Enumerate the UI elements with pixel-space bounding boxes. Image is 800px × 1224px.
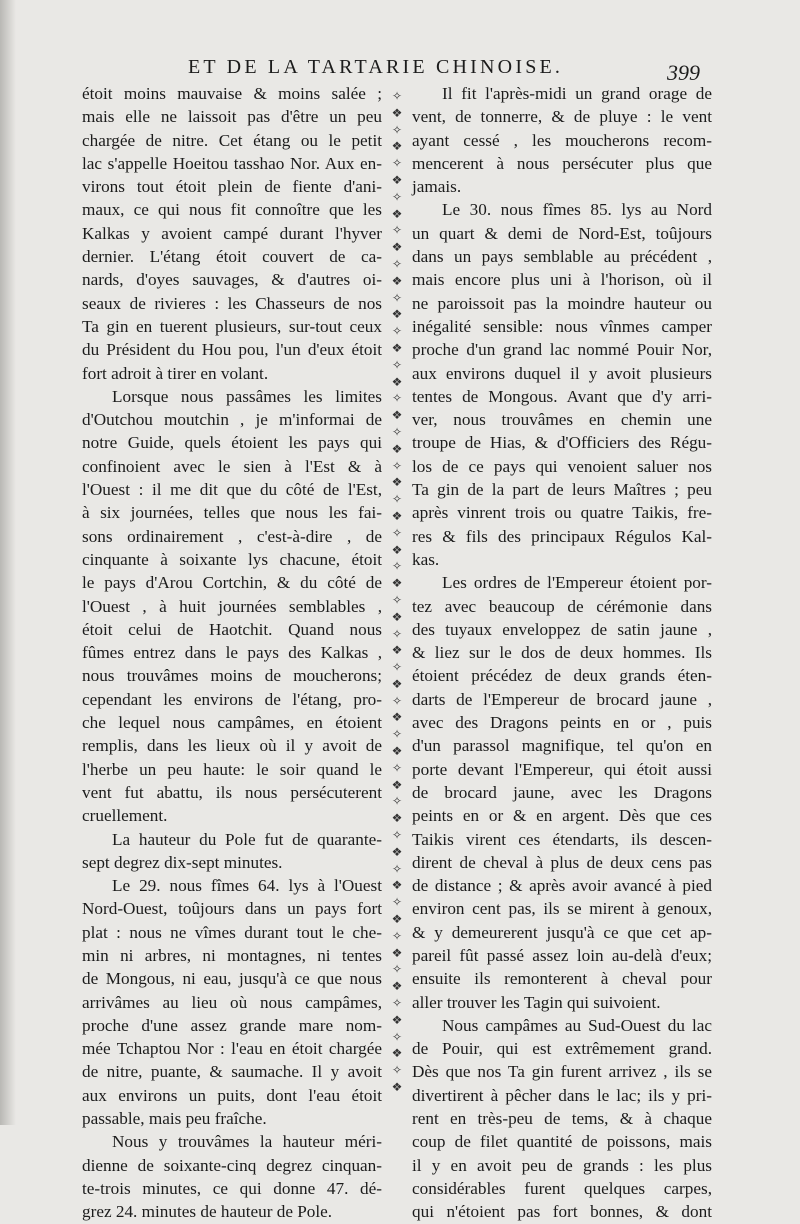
text-line: res & fils des principaux Régulos Kal-	[412, 526, 712, 546]
text-line: d'un parassol magnifique, tel qu'on en	[412, 736, 712, 756]
text-line: virons tout étoit plein de fiente d'ani-	[82, 177, 382, 197]
text-line: Ta gin en tuerent plusieurs, sur-tout ceux	[82, 316, 382, 336]
text-line: proche d'un grand lac nommé Pouir Nor,	[412, 340, 712, 360]
text-line: ayant cessé , les moucherons recom-	[412, 130, 712, 150]
column-ornament-divider: ✧ ❖ ✧ ❖ ✧ ❖ ✧ ❖ ✧ ❖ ✧ ❖ ✧ ❖ ✧ ❖ ✧ ❖ ✧ ❖ ✧ ❖ ✧ ❖ ✧ ❖ ✧ ❖ ✧ ❖ ✧ ❖ ✧ ❖ ✧ ❖ ✧ ❖ ✧ ❖ ✧ ❖ ✧ ❖ ✧ ❖ ✧ ❖ ✧ ❖ ✧ ❖ ✧ ❖ ✧ ❖ ✧ ❖ ✧ ❖	[391, 89, 403, 1095]
text-line: Nous y trouvâmes la hauteur méri-	[112, 1132, 382, 1152]
text-line: grez 24. minutes de hauteur de Pole.	[82, 1202, 333, 1222]
text-line: dienne de soixante-cinq degrez cinquan-	[82, 1155, 382, 1175]
text-line: confinoient avec le sien à l'Est & à	[82, 456, 382, 476]
text-line: porte devant l'Empereur, qui étoit aussi	[412, 759, 712, 779]
text-line: La hauteur du Pole fut de quarante-	[112, 829, 382, 849]
text-line: de brocard jaune, avec les Dragons	[412, 782, 712, 802]
text-line: après vinrent trois ou quatre Taikis, fre-	[412, 503, 712, 523]
text-line: avec des Dragons peints en or , puis	[412, 713, 712, 733]
text-line: de Mongous, ni eau, jusqu'à ce que nous	[82, 969, 382, 989]
text-line: te-trois minutes, ce qui donne 47. dé-	[82, 1178, 382, 1198]
text-line: ne paroissoit pas la moindre hauteur ou	[412, 293, 712, 313]
text-line: maux, ce qui nous fit connoître que les	[82, 200, 382, 220]
text-line: à six journées, telles que nous les fai-	[82, 503, 382, 523]
text-line: vent fut abattu, ils nous persécuterent	[82, 782, 382, 802]
text-line: & liez sur le dos de deux hommes. Ils	[412, 643, 712, 663]
right-column	[412, 82, 712, 1224]
text-line: los de ce pays qui venoient saluer nos	[412, 456, 712, 476]
text-line: l'Ouest : il me dit que du côté de l'Est,	[82, 480, 382, 500]
text-line: mencerent à nous persécuter plus que	[412, 153, 712, 173]
text-line: Nous campâmes au Sud-Ouest du lac	[442, 1015, 712, 1035]
text-line: & y demeurerent jusqu'à ce que cet ap-	[412, 922, 712, 942]
text-line: tentes de Mongous. Avant que d'y arri-	[412, 386, 712, 406]
text-line: jamais.	[412, 177, 462, 197]
text-line: qui n'étoient pas fort bonnes, & dont	[412, 1202, 712, 1222]
left-column	[82, 82, 382, 1224]
text-line: aux environs duquel il y avoit plusieurs	[412, 363, 712, 383]
text-line: troupe de Hias, & d'Officiers des Régu-	[412, 433, 712, 453]
text-line: Lorsque nous passâmes les limites	[112, 386, 382, 406]
text-line: ver, nous trouvâmes en chemin une	[412, 410, 712, 430]
text-line: sons ordinairement , c'est-à-dire , de	[82, 526, 382, 546]
text-line: arrivâmes au lieu où nous campâmes,	[82, 992, 382, 1012]
text-line: du Président du Hou pou, l'un d'eux étoit	[82, 340, 382, 360]
text-line: sept degrez dix-sept minutes.	[82, 852, 283, 872]
text-line: Nord-Ouest, toûjours dans un pays fort	[82, 899, 382, 919]
text-line: dernier. L'étang étoit couvert de ca-	[82, 247, 382, 267]
text-line: passable, mais peu fraîche.	[82, 1109, 267, 1129]
text-line: Taikis virent ces étendarts, ils descen-	[412, 829, 712, 849]
text-line: mée Tchaptou Nor : l'eau en étoit chargée	[82, 1039, 382, 1059]
text-line: Il fit l'après-midi un grand orage de	[442, 84, 712, 103]
text-line: étoient précédez de deux grands éten-	[412, 666, 712, 686]
text-line: fûmes entrez dans le pays des Kalkas ,	[82, 643, 382, 663]
text-line: plat : nous ne vîmes durant tout le che-	[82, 922, 382, 942]
text-line: cinquante à soixante lys chacune, étoit	[82, 549, 382, 569]
text-line: Ta gin de la part de leurs Maîtres ; peu	[412, 480, 712, 500]
text-line: rent en très-peu de tems, & à chaque	[412, 1109, 712, 1129]
text-line: des tuyaux enveloppez de satin jaune ,	[412, 619, 712, 639]
text-line: de nitre, puante, & saumache. Il y avoit	[82, 1062, 382, 1082]
text-line: l'Ouest , à huit journées semblables ,	[82, 596, 382, 616]
text-line: lac s'appelle Hoeitou tasshao Nor. Aux en-	[82, 153, 382, 173]
page-number: 399	[667, 60, 700, 85]
text-line: étoit moins mauvaise & moins salée ;	[82, 84, 382, 103]
text-line: le pays d'Arou Cortchin, & du côté de	[82, 573, 382, 593]
text-line: dans un pays semblable au précédent ,	[412, 247, 712, 267]
page-edge-shadow	[0, 0, 16, 1125]
text-line: tez avec beaucoup de cérémonie dans	[412, 596, 712, 616]
text-line: min ni arbres, ni montagnes, ni tentes	[82, 945, 382, 965]
text-line: Le 30. nous fîmes 85. lys au Nord	[442, 200, 712, 220]
text-line: chargée de nitre. Cet étang ou le petit	[82, 130, 382, 150]
text-line: coup de filet quantité de poissons, mais	[412, 1132, 712, 1152]
text-line: dirent de cheval à plus de deux cens pas	[412, 852, 712, 872]
text-line: proche d'une assez grande mare nom-	[82, 1015, 382, 1035]
text-line: che lequel nous campâmes, en étoient	[82, 713, 382, 733]
text-line: aller trouver les Tagin qui suivoient.	[412, 992, 661, 1012]
text-line: l'herbe un peu haute: le soir quand le	[82, 759, 382, 779]
text-line: nous trouvâmes moins de moucherons;	[82, 666, 382, 686]
text-line: cruellement.	[82, 806, 168, 826]
text-line: Dès que nos Ta gin furent arrivez , ils se	[412, 1062, 712, 1082]
text-line: un quart & demi de Nord-Est, toûjours	[412, 223, 712, 243]
text-line: Les ordres de l'Empereur étoient por-	[442, 573, 712, 593]
text-line: cependant les environs de l'étang, pro-	[82, 689, 382, 709]
text-line: considérables furent quelques carpes,	[412, 1178, 712, 1198]
text-line: pareil fût passé assez loin au-delà d'eux;	[412, 945, 712, 965]
text-line: remplis, dans les lieux où il y avoit de	[82, 736, 382, 756]
text-line: seaux de rivieres : les Chasseurs de nos	[82, 293, 382, 313]
text-line: de distance ; & après avoir avancé à pied	[412, 876, 712, 896]
text-line: notre Guide, quels étoient les pays qui	[82, 433, 382, 453]
text-line: d'Outchou moutchin , je m'informai de	[82, 410, 382, 430]
text-line: vent, de tonnerre, & de pluye : le vent	[412, 107, 712, 127]
text-line: il y en avoit peu de grands : les plus	[412, 1155, 712, 1175]
text-line: darts de l'Empereur de brocard jaune ,	[412, 689, 712, 709]
running-title: ET DE LA TARTARIE CHINOISE.	[188, 56, 564, 78]
text-line: kas.	[412, 549, 440, 569]
text-line: de Pouir, qui est extrêmement grand.	[412, 1039, 712, 1059]
text-line: nards, d'oyes sauvages, & d'autres oi-	[82, 270, 382, 290]
text-line: Le 29. nous fîmes 64. lys à l'Ouest	[112, 876, 382, 896]
text-line: Kalkas y avoient campé durant l'hyver	[82, 223, 382, 243]
text-line: aux environs un puits, dont l'eau étoit	[82, 1085, 382, 1105]
text-line: ensuite ils remonterent à cheval pour	[412, 969, 712, 989]
text-line: mais elle ne laissoit pas d'être un peu	[82, 107, 382, 127]
text-line: divertirent à pêcher dans le lac; ils y pri-	[412, 1085, 712, 1105]
text-line: peints en or & en argent. Dès que ces	[412, 806, 712, 826]
text-line: étoit celui de Haotchit. Quand nous	[82, 619, 382, 639]
text-line: mais encore plus uni à l'horison, où il	[412, 270, 712, 290]
text-line: fort adroit à tirer en volant.	[82, 363, 269, 383]
text-line: inégalité sensible: nous vînmes camper	[412, 316, 712, 336]
text-line: environ cent pas, ils se mirent à genoux,	[412, 899, 712, 919]
